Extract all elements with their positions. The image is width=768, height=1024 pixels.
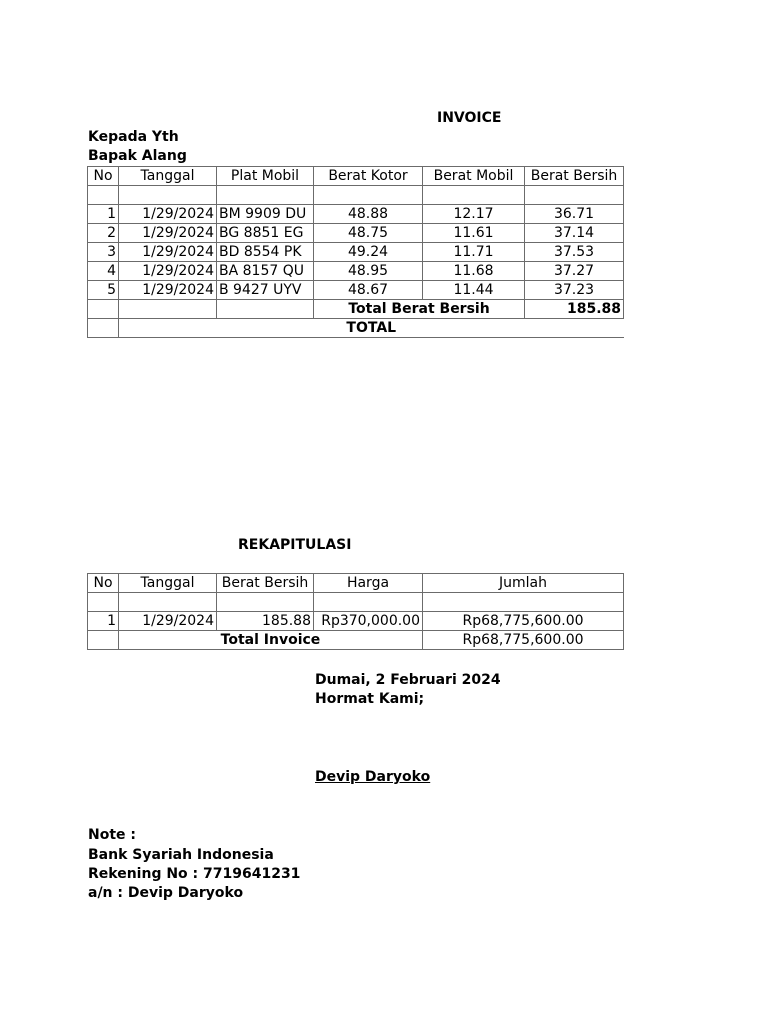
empty-cell: [217, 593, 314, 612]
table-row: [88, 612, 624, 631]
total-berat-value: 185.88: [525, 300, 624, 319]
empty-cell: [119, 186, 217, 205]
recipient-label: Kepada Yth: [88, 129, 179, 145]
empty-cell: [88, 631, 119, 650]
row-tanggal: 1/29/2024: [119, 612, 217, 631]
row-berat-mobil: 11.71: [423, 243, 525, 262]
empty-cell: [525, 186, 624, 205]
grand-total-row: [88, 319, 624, 338]
row-tanggal: 1/29/2024: [119, 281, 217, 300]
row-no: 2: [88, 224, 119, 243]
empty-cell: [88, 593, 119, 612]
empty-cell: [423, 593, 624, 612]
row-no: 1: [88, 612, 119, 631]
grand-total-label: TOTAL: [119, 319, 624, 338]
table-row: [88, 243, 624, 262]
total-invoice-label: Total Invoice: [119, 631, 423, 650]
row-berat-mobil: 11.68: [423, 262, 525, 281]
header-berat-bersih: Berat Bersih: [217, 574, 314, 593]
header-no: No: [88, 574, 119, 593]
row-berat-bersih: 185.88: [217, 612, 314, 631]
row-plat: BA 8157 QU: [217, 262, 314, 281]
empty-row: [88, 186, 624, 205]
empty-cell: [217, 300, 314, 319]
total-invoice-value: Rp68,775,600.00: [423, 631, 624, 650]
header-plat-mobil: Plat Mobil: [217, 167, 314, 186]
note-holder: a/n : Devip Daryoko: [88, 885, 244, 901]
row-tanggal: 1/29/2024: [119, 262, 217, 281]
header-no: No: [88, 167, 119, 186]
row-harga: Rp370,000.00: [314, 612, 423, 631]
note-label: Note :: [88, 827, 136, 843]
empty-cell: [88, 186, 119, 205]
header-berat-kotor: Berat Kotor: [314, 167, 423, 186]
recap-table: [87, 573, 624, 650]
table-row: [88, 262, 624, 281]
row-berat-kotor: 48.75: [314, 224, 423, 243]
row-berat-kotor: 49.24: [314, 243, 423, 262]
table-row: [88, 205, 624, 224]
total-berat-label: Total Berat Bersih: [314, 300, 525, 319]
empty-cell: [423, 186, 525, 205]
recap-title: REKAPITULASI: [238, 537, 352, 553]
invoice-title: INVOICE: [437, 110, 502, 126]
regards: Hormat Kami;: [315, 691, 425, 707]
place-date: Dumai, 2 Februari 2024: [315, 672, 501, 688]
row-plat: BG 8851 EG: [217, 224, 314, 243]
row-tanggal: 1/29/2024: [119, 243, 217, 262]
row-berat-bersih: 37.27: [525, 262, 624, 281]
empty-cell: [314, 593, 423, 612]
empty-row: [88, 593, 624, 612]
header-tanggal: Tanggal: [119, 167, 217, 186]
row-berat-mobil: 11.44: [423, 281, 525, 300]
signer-name: Devip Daryoko: [315, 769, 431, 785]
recap-header-row: [88, 574, 624, 593]
row-jumlah: Rp68,775,600.00: [423, 612, 624, 631]
header-berat-bersih: Berat Bersih: [525, 167, 624, 186]
note-account: Rekening No : 7719641231: [88, 866, 301, 882]
invoice-header-row: [88, 167, 624, 186]
empty-cell: [314, 186, 423, 205]
note-bank: Bank Syariah Indonesia: [88, 847, 274, 863]
row-berat-bersih: 36.71: [525, 205, 624, 224]
row-berat-mobil: 12.17: [423, 205, 525, 224]
empty-cell: [88, 319, 119, 338]
row-berat-bersih: 37.53: [525, 243, 624, 262]
table-row: [88, 281, 624, 300]
row-plat: B 9427 UYV: [217, 281, 314, 300]
header-tanggal: Tanggal: [119, 574, 217, 593]
row-tanggal: 1/29/2024: [119, 224, 217, 243]
row-berat-kotor: 48.95: [314, 262, 423, 281]
row-berat-bersih: 37.14: [525, 224, 624, 243]
empty-cell: [119, 593, 217, 612]
table-row: [88, 224, 624, 243]
row-plat: BM 9909 DU: [217, 205, 314, 224]
empty-cell: [88, 300, 119, 319]
header-jumlah: Jumlah: [423, 574, 624, 593]
recipient-name: Bapak Alang: [88, 148, 187, 164]
row-no: 4: [88, 262, 119, 281]
total-invoice-row: [88, 631, 624, 650]
total-berat-row: [88, 300, 624, 319]
row-berat-kotor: 48.88: [314, 205, 423, 224]
row-berat-kotor: 48.67: [314, 281, 423, 300]
row-berat-bersih: 37.23: [525, 281, 624, 300]
empty-cell: [217, 186, 314, 205]
row-no: 5: [88, 281, 119, 300]
row-no: 3: [88, 243, 119, 262]
empty-cell: [119, 300, 217, 319]
header-berat-mobil: Berat Mobil: [423, 167, 525, 186]
invoice-table: [87, 166, 624, 338]
row-tanggal: 1/29/2024: [119, 205, 217, 224]
row-plat: BD 8554 PK: [217, 243, 314, 262]
row-no: 1: [88, 205, 119, 224]
row-berat-mobil: 11.61: [423, 224, 525, 243]
header-harga: Harga: [314, 574, 423, 593]
